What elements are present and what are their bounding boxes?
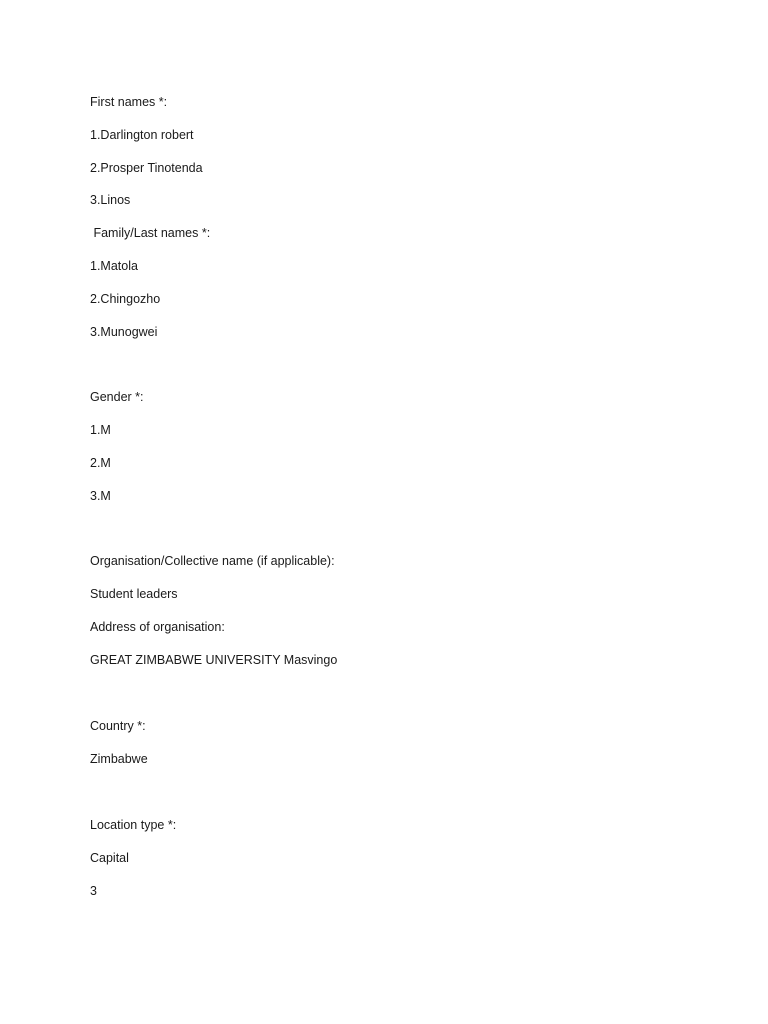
last-name-1: 1.Matola: [90, 259, 138, 273]
gender-label: Gender *:: [90, 390, 144, 404]
first-name-3: 3.Linos: [90, 193, 131, 207]
gender-2: 2.M: [90, 456, 111, 470]
address-label: Address of organisation:: [90, 620, 225, 634]
first-name-2: 2.Prosper Tinotenda: [90, 161, 203, 175]
gender-1: 1.M: [90, 423, 111, 437]
gender-3: 3.M: [90, 489, 111, 503]
first-name-1: 1.Darlington robert: [90, 128, 194, 142]
location-type-value: Capital: [90, 851, 129, 865]
location-type-label: Location type *:: [90, 818, 177, 832]
country-label: Country *:: [90, 719, 146, 733]
last-name-2: 2.Chingozho: [90, 292, 161, 306]
last-names-label: Family/Last names *:: [90, 226, 211, 240]
country-value: Zimbabwe: [90, 752, 148, 766]
trailing-value: 3: [90, 884, 97, 898]
first-names-label: First names *:: [90, 95, 168, 109]
last-name-3: 3.Munogwei: [90, 325, 158, 339]
address-value: GREAT ZIMBABWE UNIVERSITY Masvingo: [90, 653, 338, 667]
organisation-label: Organisation/Collective name (if applicable):: [90, 554, 335, 568]
organisation-value: Student leaders: [90, 587, 178, 601]
